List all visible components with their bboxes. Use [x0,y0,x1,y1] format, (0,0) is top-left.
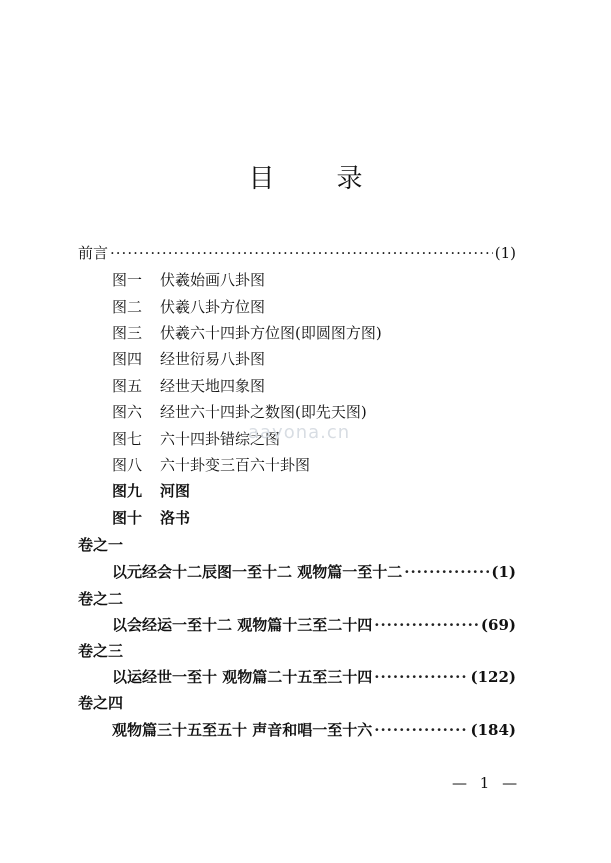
figure-label: 图九 [112,482,143,500]
figure-title: 洛书 [160,509,191,527]
figure-label: 图四 [112,350,143,368]
toc-figure-8[interactable] [112,455,310,475]
page-number: — 1 — [452,774,522,792]
volume-heading-text: 卷之一 [78,536,124,554]
figure-title: 六十卦变三百六十卦图 [160,456,311,474]
leader-dots [374,667,468,687]
toc-volume-2-entry[interactable] [112,615,516,635]
volume-heading-text: 卷之二 [78,590,124,608]
leader-dots [374,615,479,635]
title-char-1: 目 [248,164,337,194]
figure-title: 伏羲始画八卦图 [160,271,266,289]
title-char-2: 录 [336,164,425,194]
leader-dots [110,243,493,263]
toc-figure-1[interactable] [112,270,265,290]
volume-heading-2 [78,589,123,609]
toc-volume-4-entry[interactable] [112,720,516,740]
volume-heading-4 [78,693,123,713]
toc-figure-5[interactable] [112,376,265,396]
toc-volume-1-entry[interactable] [112,562,516,582]
toc-figure-3[interactable] [112,323,382,343]
figure-label: 图十 [112,509,143,527]
toc-figure-2[interactable] [112,297,265,317]
figure-title: 伏羲六十四卦方位图(即圆图方图) [160,324,382,342]
volume-entry-text: 以会经运一至十二 观物篇十三至二十四 [112,616,373,634]
volume-heading-1 [78,535,123,555]
volume-entry-text: 观物篇三十五至五十 声音和唱一至十六 [112,721,373,739]
toc-volume-3-entry[interactable] [112,667,516,687]
volume-heading-text: 卷之四 [78,694,124,712]
volume-heading-text: 卷之三 [78,642,124,660]
toc-figure-6[interactable] [112,402,367,422]
figure-title: 河图 [160,482,191,500]
figure-label: 图二 [112,298,143,316]
leader-dots [374,720,468,740]
volume-entry-page: (69) [480,616,516,634]
toc-figure-10[interactable] [112,508,190,528]
volume-heading-3 [78,641,123,661]
figure-title: 六十四卦错综之图 [160,430,281,448]
volume-entry-text: 以元经会十二辰图一至十二 观物篇一至十二 [112,563,403,581]
figure-title: 经世天地四象图 [160,377,266,395]
figure-label: 图五 [112,377,143,395]
figure-title: 经世六十四卦之数图(即先天图) [160,403,367,421]
preface-page: (1) [494,244,516,262]
toc-figure-9[interactable] [112,481,190,501]
leader-dots [404,562,489,582]
volume-entry-page: (1) [491,563,516,581]
toc-entry-preface[interactable] [78,243,516,263]
figure-label: 图三 [112,324,143,342]
toc-figure-4[interactable] [112,349,265,369]
figure-label: 图七 [112,430,143,448]
figure-title: 伏羲八卦方位图 [160,298,266,316]
figure-label: 图一 [112,271,143,289]
figure-title: 经世衍易八卦图 [160,350,266,368]
volume-entry-page: (122) [470,668,516,686]
figure-label: 图八 [112,456,143,474]
volume-entry-text: 以运经世一至十 观物篇二十五至三十四 [112,668,373,686]
page-title [0,158,611,195]
figure-label: 图六 [112,403,143,421]
watermark: aayona.cn [248,422,351,443]
preface-label: 前言 [78,244,109,262]
volume-entry-page: (184) [470,721,516,739]
